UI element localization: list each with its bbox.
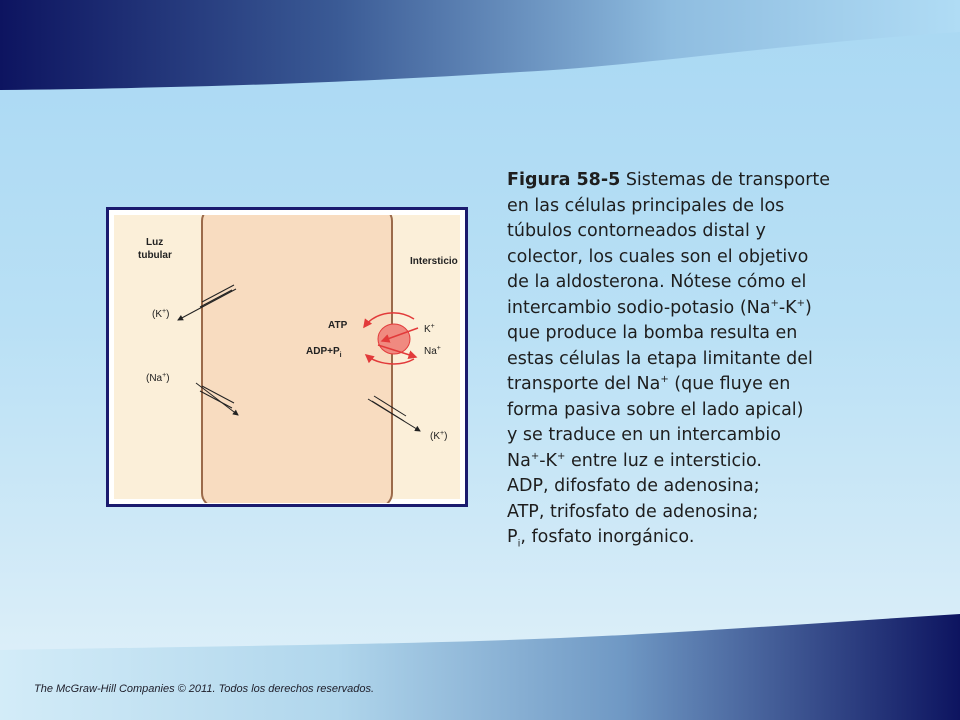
figure-caption	[507, 168, 927, 551]
figure-diagram-area	[114, 215, 460, 499]
caption-line-11: y se traduce en un intercambio	[507, 425, 781, 445]
caption-line-8: estas células la etapa limitante del	[507, 348, 813, 369]
caption-line-13: ADP, difosfato de adenosina;	[507, 476, 760, 496]
caption-line-9: transporte del Na+ (que fluye en	[507, 374, 791, 394]
transport-diagram	[114, 215, 464, 503]
k-interstitium-label: (K+)	[430, 430, 448, 442]
caption-line-6: intercambio sodio-potasio (Na+-K+)	[507, 297, 812, 318]
na-lumen-label: (Na+)	[146, 372, 170, 384]
caption-line-7: que produce la bomba resulta en	[507, 323, 798, 343]
lumen-label-line1: Luz	[146, 237, 164, 248]
k-pump-label: K+	[424, 323, 435, 335]
adp-pi-label: $ADP+P_i$	[306, 346, 342, 359]
atp-label: ATP	[328, 320, 348, 331]
caption-line-4: colector, los cuales son el objetivo	[507, 246, 809, 267]
caption-line-1: Figura 58-5 Sistemas de transporte	[507, 170, 831, 190]
figure-label: Figura 58-5	[507, 170, 621, 190]
k-lumen-label: (K+)	[152, 308, 170, 320]
caption-line-5: de la aldosterona. Nótese cómo el	[507, 272, 807, 292]
copyright-notice: The McGraw-Hill Companies © 2011. Todos los derechos reservados.	[34, 683, 375, 695]
principal-cell	[202, 215, 392, 503]
footer-wave-band	[0, 600, 960, 720]
header-wave-band	[0, 0, 960, 110]
caption-line-12: Na+-K+ entre luz e intersticio.	[507, 450, 762, 471]
caption-line-3: túbulos contorneados distal y	[507, 221, 766, 241]
caption-line-14: ATP, trifosfato de adenosina;	[507, 501, 759, 522]
na-pump-label: Na+	[424, 345, 441, 357]
figure-frame	[106, 207, 468, 507]
caption-line-2: en las células principales de los	[507, 195, 785, 216]
lumen-label-line2: tubular	[138, 250, 172, 261]
interstitium-label: Intersticio	[410, 256, 458, 267]
caption-line-15: $P_i$, fosfato inorgánico.	[507, 527, 695, 550]
caption-line-10: forma pasiva sobre el lado apical)	[507, 399, 804, 420]
